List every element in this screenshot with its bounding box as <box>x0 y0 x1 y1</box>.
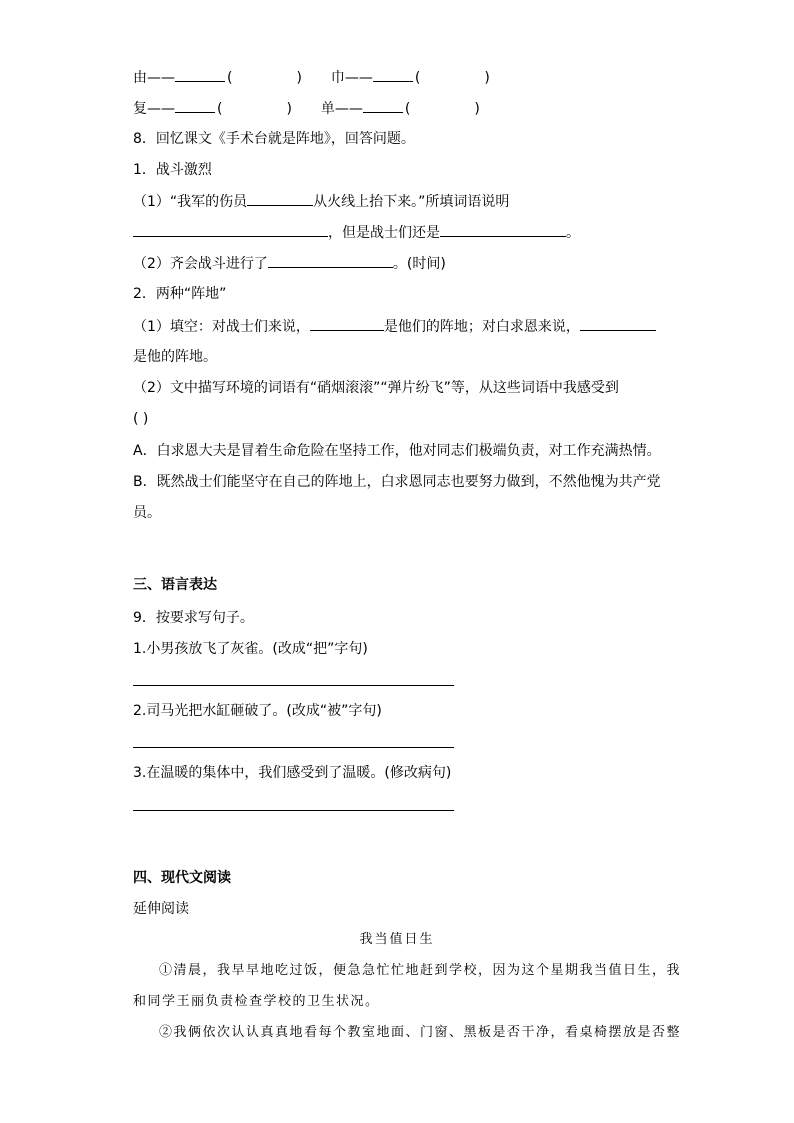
q8-1-text-a: （1）“我军的伤员 <box>133 194 248 210</box>
passage-p1-cont: 和同学王丽负责检查学校的卫生状况。 <box>133 994 380 1009</box>
blank[interactable] <box>373 67 413 82</box>
q8-1-end: 。 <box>566 225 580 241</box>
q9-sentence-3: 3.在温暖的集体中，我们感受到了温暖。(修改病句) <box>133 765 452 781</box>
q8-option-a: A．白求恩大夫是冒着生命危险在坚持工作，他对同志们极端负责，对工作充满热情。 <box>133 443 661 459</box>
q8-answer-paren[interactable]: ( ) <box>133 411 149 427</box>
blank[interactable] <box>440 222 566 237</box>
answer-line-3[interactable] <box>133 810 454 811</box>
q8-2-text-a: （2）齐会战斗进行了 <box>133 256 268 272</box>
paren-close: ) <box>286 101 292 117</box>
q8-title: 8．回忆课文《手术台就是阵地》，回答问题。 <box>133 131 415 147</box>
passage-p1: ①清晨，我早早地吃过饭，便急急忙忙地赶到学校，因为这个星期我当值日生，我 <box>159 963 682 978</box>
q8-2-text-b: 。(时间) <box>392 256 446 272</box>
blank[interactable] <box>310 316 384 331</box>
paren-close: ) <box>296 70 302 86</box>
q8-1-line <box>133 191 509 212</box>
q9-sentence-2: 2.司马光把水缸砸破了。(改成“被”字句) <box>133 703 382 719</box>
pair-row-1-a-char: 由—— <box>133 70 175 86</box>
paren-open: ( <box>217 101 223 117</box>
q8-option-b: B．既然战士们能坚守在自己的阵地上，白求恩同志也要努力做到，不然他愧为共产党 <box>133 474 661 490</box>
paren-open: ( <box>404 101 411 117</box>
q9-title: 9．按要求写句子。 <box>133 610 254 626</box>
answer-line-1[interactable] <box>133 685 454 686</box>
pair-row-1-b-char: 巾—— <box>330 70 373 86</box>
blank[interactable] <box>580 316 656 331</box>
paren-close: ) <box>474 101 480 117</box>
q8-1-line2 <box>133 222 580 243</box>
pair-row-2-b-char: 单—— <box>320 101 363 117</box>
q9-sentence-1: 1.小男孩放飞了灰雀。(改成“把”字句) <box>133 641 368 657</box>
passage-p2: ②我俩依次认认真真地看每个教室地面、门窗、黑板是否干净，看桌椅摆放是否整 <box>159 1025 682 1040</box>
paren-close: ) <box>484 70 490 86</box>
pair-row-2 <box>133 98 480 119</box>
section4-heading: 四、现代文阅读 <box>133 870 231 886</box>
blank[interactable] <box>268 253 393 268</box>
blank[interactable] <box>133 222 328 237</box>
blank[interactable] <box>175 67 225 82</box>
blank[interactable] <box>175 98 215 113</box>
q8-fill-line <box>133 316 656 337</box>
section4-sub: 延伸阅读 <box>133 901 189 917</box>
q8-feel: （2）文中描写环境的词语有“硝烟滚滚”“弹片纷飞”等，从这些词语中我感受到 <box>133 380 619 396</box>
q8-part2: 2．两种“阵地” <box>133 286 227 302</box>
q8-1-text-c: ，但是战士们还是 <box>328 225 440 241</box>
q8-1-text-b: 从火线上抬下来。”所填词语说明 <box>313 194 510 210</box>
passage-title: 我当值日生 <box>359 932 435 947</box>
q8-2-line <box>133 253 446 274</box>
blank[interactable] <box>363 98 403 113</box>
section3-heading: 三、语言表达 <box>133 577 217 593</box>
q8-fill-text-b: 是他们的阵地；对白求恩来说， <box>383 319 580 335</box>
q8-fill-line2: 是他的阵地。 <box>133 349 217 365</box>
q8-option-b-cont: 员。 <box>133 505 161 521</box>
q8-fill-text-a: （1）填空：对战士们来说， <box>133 319 310 335</box>
pair-row-2-a-char: 复—— <box>133 101 175 117</box>
paren-open: ( <box>227 70 233 86</box>
blank[interactable] <box>247 191 313 206</box>
pair-row-1 <box>133 67 490 88</box>
paren-open: ( <box>414 70 421 86</box>
answer-line-2[interactable] <box>133 747 454 748</box>
q8-part1: 1．战斗激烈 <box>133 162 212 178</box>
